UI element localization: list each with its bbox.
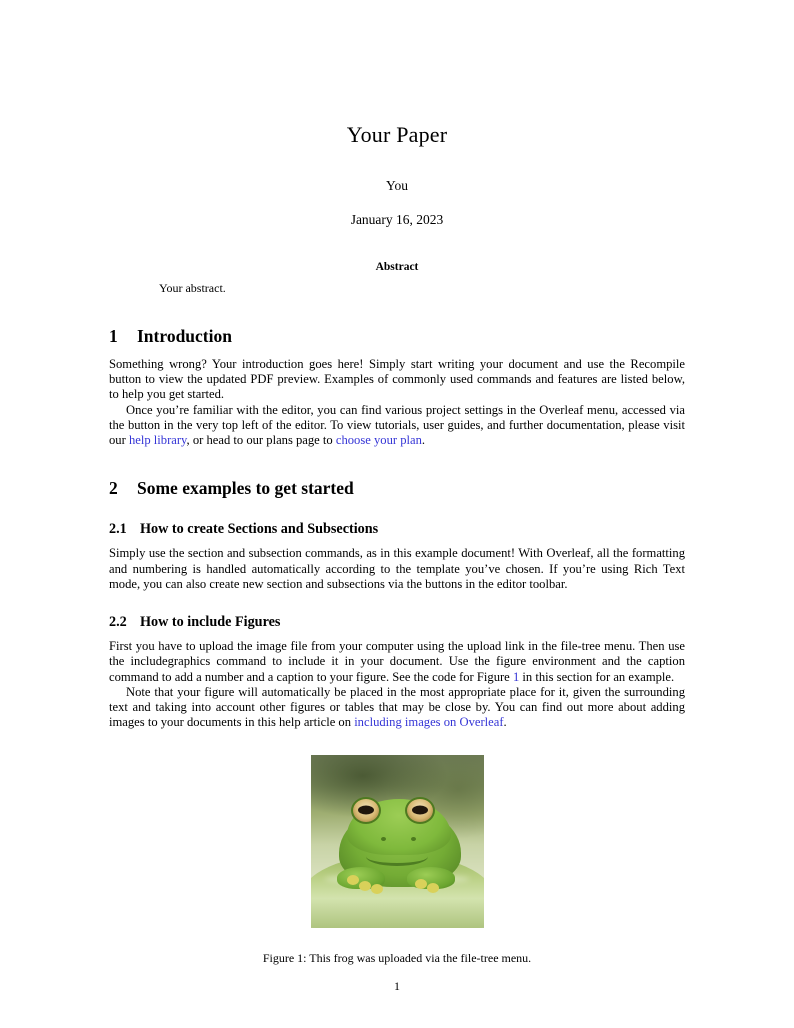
frog-toe: [415, 879, 427, 889]
document-content: [109, 0, 685, 966]
frog-toe: [427, 883, 439, 893]
document-date: January 16, 2023: [350, 212, 444, 227]
page-title: Your Paper: [346, 122, 448, 147]
frog-nostril-left: [381, 837, 386, 841]
subsection-title: How to include Figures: [140, 614, 281, 631]
figure-caption: Figure 1: This frog was uploaded via the file-tree menu.: [262, 950, 532, 965]
including-images-link[interactable]: including images on Overleaf: [354, 715, 504, 730]
frog-eye-left: [351, 797, 381, 824]
section-title: Some examples to get started: [137, 478, 354, 499]
section-heading-introduction: [109, 326, 685, 347]
subsection-heading-figures: [109, 614, 685, 631]
intro-p2-text-b: , or head to our plans page to: [186, 433, 336, 448]
frog-toe: [371, 884, 383, 894]
figure-reference-link[interactable]: 1: [512, 669, 520, 684]
subsection-title: How to create Sections and Subsections: [140, 521, 379, 538]
figures-p2-text-b: .: [503, 715, 507, 730]
intro-paragraph-2: [109, 403, 685, 449]
figures-p1-text-a: First you have to upload the image file from your computer using the upload link in the file-tree menu. Then use the includegraphics command to include it in your document. Use the figure environment and the caption command to add a number and a caption to your figure. See the code for Figure: [109, 639, 685, 684]
frog-pupil-right: [412, 806, 428, 815]
sections-paragraph-1: Simply use the section and subsection commands, as in this example document! With Overleaf, all the formatting and numbering is handled automatically according to the template you’ve chosen. If you’re using Rich Text mode, you can also create new section and subsections via the buttons in the editor toolbar.: [109, 546, 685, 591]
frog-mouth: [366, 847, 428, 866]
subsection-heading-sections: [109, 521, 685, 538]
section-title: Introduction: [137, 326, 232, 346]
intro-p2-text-a: Once you’re familiar with the editor, you can find various project settings in the Overleaf menu, accessed via the button in the very top left of the editor. To view tutorials, user guides, and further documentation, please visit our: [109, 402, 685, 448]
intro-p2-text-c: .: [421, 433, 426, 448]
choose-your-plan-link[interactable]: choose your plan: [335, 433, 422, 448]
figure-block: [109, 755, 685, 966]
help-library-link[interactable]: help library: [128, 433, 187, 448]
intro-paragraph-1: Something wrong? Your introduction goes here! Simply start writing your document and use the Recompile button to view the updated PDF preview. Examples of commonly used commands and features are listed below, to help you get started.: [109, 357, 685, 402]
frog-eye-right: [405, 797, 435, 824]
figures-p1-text-b: in this section for an example.: [519, 669, 675, 684]
figures-paragraph-1: [109, 639, 685, 685]
figures-p2-text-a: Note that your figure will automatically be placed in the most appropriate place for it, given the surrounding text and taking into account other figures or tables that may be close by. You can find out more about adding images to your documents in this help article on: [109, 684, 685, 730]
section-number: 2: [109, 478, 118, 499]
figures-paragraph-2: [109, 685, 685, 731]
section-number: 1: [109, 326, 118, 346]
frog-toe: [347, 875, 359, 885]
frog-pupil-left: [358, 806, 374, 815]
subsection-number: 2.1: [109, 521, 127, 538]
frog-toe: [359, 881, 371, 891]
abstract-heading: Abstract: [375, 261, 419, 273]
abstract-text: Your abstract.: [159, 281, 226, 295]
frog-photo: [311, 755, 484, 928]
document-author: You: [386, 178, 408, 193]
section-heading-examples: [109, 478, 685, 499]
frog-nostril-right: [411, 837, 416, 841]
subsection-number: 2.2: [109, 614, 127, 631]
page-number: 1: [394, 979, 400, 993]
